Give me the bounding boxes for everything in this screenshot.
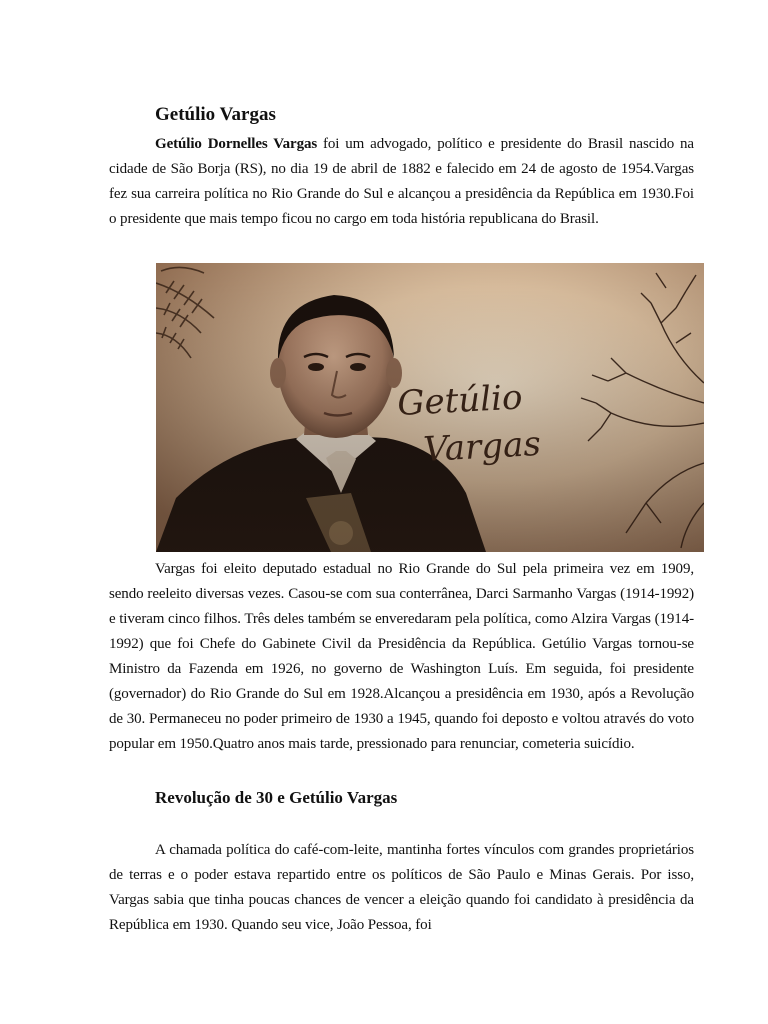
- intro-bold-name: Getúlio Dornelles Vargas: [155, 136, 318, 152]
- paragraph-2: Vargas foi eleito deputado estadual no Rio Grande do Sul pela primeira vez em 1909, sendo reeleito diversas vezes. Casou-se com sua conterrânea, Darci Sarmanho Vargas (1914-1992) e tiveram cinco filhos. Três deles também se enveredaram pela política, como Alzira Vargas (1914-1992) que foi Chefe do Gabinete Civil da Presidência da República. Getúlio Vargas tornou-se Ministro da Fazenda em 1926, no governo de Washington Luís. Em seguida, foi presidente (governador) do Rio Grande do Sul em 1928.Alcançou a presidência em 1930, após a Revolução de 30. Permaneceu no poder primeiro de 1930 a 1945, quando foi deposto e voltou através do voto popular em 1950.Quatro anos mais tarde, pressionado para renunciar, cometeria suicídio.: [109, 561, 694, 752]
- intro-text: foi um advogado, político e presidente do Brasil nascido na cidade de São Borja (RS), no dia 19 de abril de 1882 e falecido em 24 de agosto de 1954.Vargas fez sua carreira política no Rio Grande do Sul e alcançou a presidência da República em 1930.Foi o presidente que mais tempo ficou no cargo em toda história republicana do Brasil.: [109, 136, 694, 227]
- portrait-photo: [156, 263, 704, 552]
- section-subtitle: Revolução de 30 e Getúlio Vargas: [155, 788, 398, 807]
- page-title: Getúlio Vargas: [155, 104, 276, 125]
- paragraph-3: A chamada política do café-com-leite, mantinha fortes vínculos com grandes proprietários de terras e o poder estava repartido entre os políticos de São Paulo e Minas Gerais. Por isso, Vargas sabia que tinha poucas chances de vencer a eleição quando foi candidato à presidência da República em 1930. Quando seu vice, João Pessoa, foi: [109, 842, 694, 933]
- intro-paragraph: [109, 132, 694, 232]
